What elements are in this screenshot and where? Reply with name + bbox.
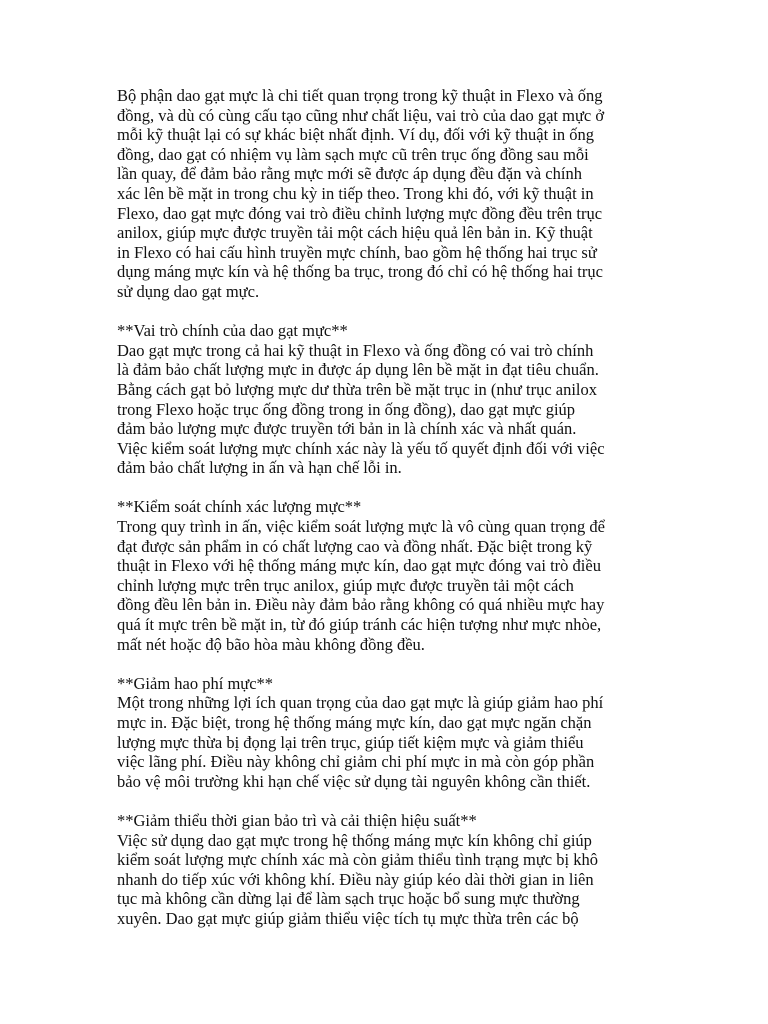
text-line: đồng đều lên bản in. Điều này đảm bảo rằng không có quá nhiều mực hay — [117, 595, 605, 615]
text-line: quá ít mực trên bề mặt in, từ đó giúp tránh các hiện tượng như mực nhòe, — [117, 615, 602, 635]
text-line: Trong quy trình in ấn, việc kiểm soát lượng mực là vô cùng quan trọng để — [117, 517, 605, 537]
text-line: mất nét hoặc độ bão hòa màu không đồng đều. — [117, 634, 425, 654]
paragraph-gap — [117, 654, 657, 674]
text-line: tục mà không cần dừng lại để làm sạch trục hoặc bổ sung mực thường — [117, 889, 580, 909]
intro-paragraph — [117, 86, 657, 302]
text-line: xác lên bề mặt in trong chu kỳ in tiếp theo. Trong khi đó, với kỹ thuật in — [117, 183, 594, 203]
document-page — [117, 86, 657, 929]
text-line: Việc kiểm soát lượng mực chính xác này là yếu tố quyết định đối với việc — [117, 438, 605, 458]
text-line: Một trong những lợi ích quan trọng của dao gạt mực là giúp giảm hao phí — [117, 693, 604, 713]
text-line: anilox, giúp mực được truyền tải một cách hiệu quả lên bản in. Kỹ thuật — [117, 223, 593, 243]
text-line: lượng mực thừa bị đọng lại trên trục, giúp tiết kiệm mực và giảm thiểu — [117, 732, 584, 752]
text-line: mực in. Đặc biệt, trong hệ thống máng mực kín, dao gạt mực ngăn chặn — [117, 713, 592, 732]
text-line: là đảm bảo chất lượng mực in được áp dụng lên bề mặt in đạt tiêu chuẩn. — [117, 360, 599, 380]
text-line: đảm bảo chất lượng in ấn và hạn chế lỗi in. — [117, 458, 402, 478]
section-heading: **Kiểm soát chính xác lượng mực** — [117, 497, 362, 517]
text-line: nhanh do tiếp xúc với không khí. Điều này giúp kéo dài thời gian in liên — [117, 869, 594, 889]
section-heading: **Vai trò chính của dao gạt mực** — [117, 321, 348, 341]
text-line: đồng, và dù có cùng cấu tạo cũng như chất liệu, vai trò của dao gạt mực ở — [117, 105, 605, 125]
text-line: đảm bảo lượng mực được truyền tới bản in là chính xác và nhất quán. — [117, 419, 577, 439]
text-line: lần quay, để đảm bảo rằng mực mới sẽ được áp dụng đều đặn và chính — [117, 164, 582, 184]
text-line: việc lãng phí. Điều này không chỉ giảm chi phí mực in mà còn góp phần — [117, 752, 595, 772]
text-line: bảo vệ môi trường khi hạn chế việc sử dụng tài nguyên không cần thiết. — [117, 771, 591, 791]
text-line: Việc sử dụng dao gạt mực trong hệ thống máng mực kín không chỉ giúp — [117, 830, 592, 850]
ink-control-section — [117, 497, 657, 654]
text-line: dụng máng mực kín và hệ thống ba trục, trong đó chỉ có hệ thống hai trục — [117, 262, 603, 282]
text-line: trong Flexo hoặc trục ống đồng trong in ống đồng), dao gạt mực giúp — [117, 399, 576, 419]
text-line: thuật in Flexo với hệ thống máng mực kín, dao gạt mực đóng vai trò điều — [117, 556, 601, 576]
text-line: mỗi kỹ thuật lại có sự khác biệt nhất định. Ví dụ, đối với kỹ thuật in ống — [117, 125, 595, 145]
paragraph-gap — [117, 302, 657, 322]
text-line: Bộ phận dao gạt mực là chi tiết quan trọng trong kỹ thuật in Flexo và ống — [117, 86, 603, 105]
text-line: đồng, dao gạt có nhiệm vụ làm sạch mực cũ trên trục ống đồng sau mỗi — [117, 144, 589, 164]
text-line: chỉnh lượng mực trên trục anilox, giúp mực được truyền tải một cách — [117, 575, 574, 595]
text-line: xuyên. Dao gạt mực giúp giảm thiểu việc tích tụ mực thừa trên các bộ — [117, 908, 579, 928]
text-line: Flexo, dao gạt mực đóng vai trò điều chỉnh lượng mực đồng đều trên trục — [117, 203, 603, 223]
role-section — [117, 321, 657, 478]
maintenance-section — [117, 811, 657, 929]
text-line: kiểm soát lượng mực chính xác mà còn giảm thiểu tình trạng mực bị khô — [117, 850, 598, 870]
text-line: in Flexo có hai cấu hình truyền mực chính, bao gồm hệ thống hai trục sử — [117, 242, 597, 262]
text-line: đạt được sản phẩm in có chất lượng cao và đồng nhất. Đặc biệt trong kỹ — [117, 536, 593, 556]
section-heading: **Giảm hao phí mực** — [117, 673, 274, 693]
ink-waste-section — [117, 674, 657, 792]
paragraph-gap — [117, 791, 657, 811]
paragraph-gap — [117, 478, 657, 498]
text-line: sử dụng dao gạt mực. — [117, 281, 260, 301]
text-line: Bằng cách gạt bỏ lượng mực dư thừa trên bề mặt trục in (như trục anilox — [117, 379, 598, 399]
text-line: Dao gạt mực trong cả hai kỹ thuật in Flexo và ống đồng có vai trò chính — [117, 340, 594, 360]
section-heading: **Giảm thiểu thời gian bảo trì và cải thiện hiệu suất** — [117, 810, 477, 830]
